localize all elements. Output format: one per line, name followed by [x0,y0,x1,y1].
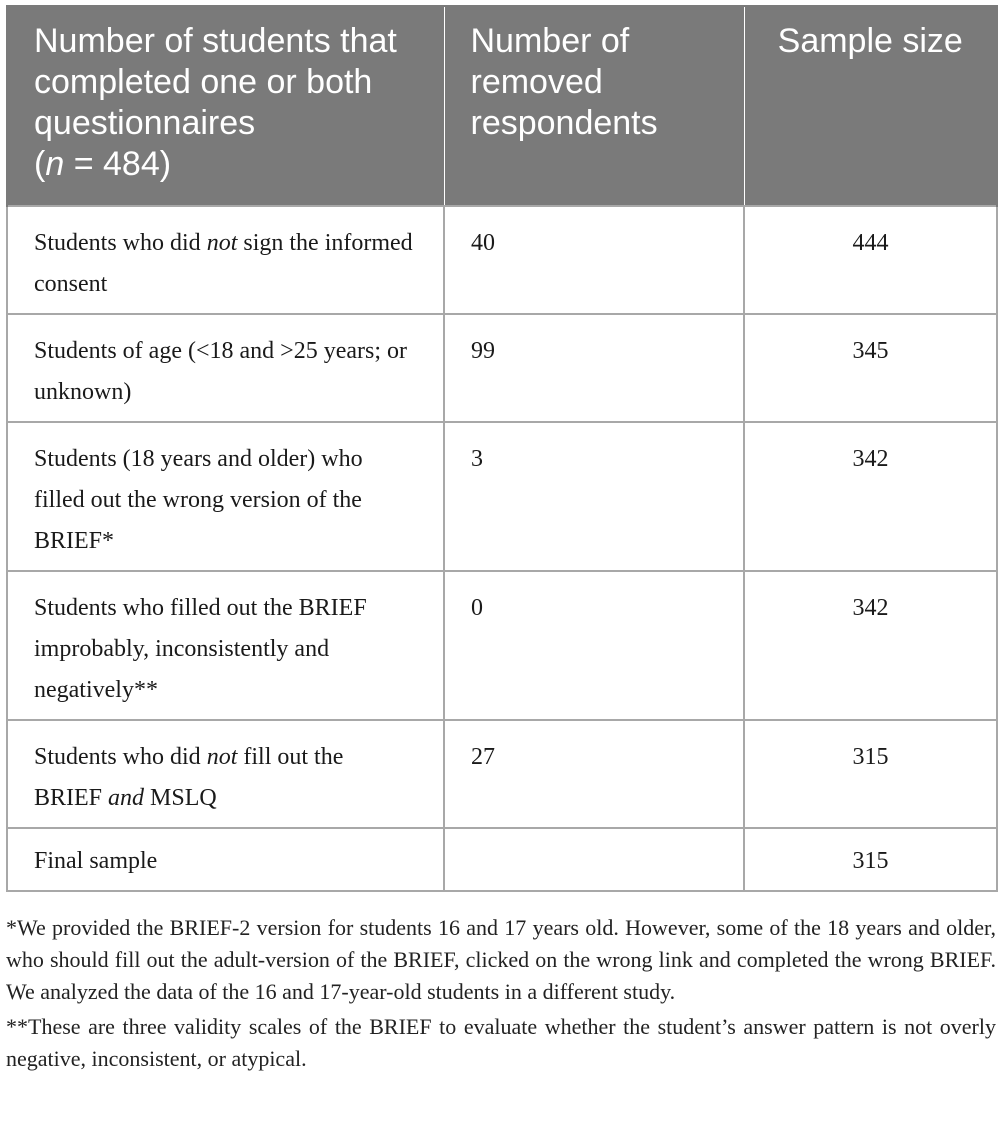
removed-count: 27 [444,720,744,828]
row-label [7,314,444,422]
removed-count: 0 [444,571,744,720]
row-label-text: MSLQ [144,785,217,811]
sample-size-value: 342 [744,571,997,720]
sample-size-value: 444 [744,206,997,314]
row-label-text: Students who did [34,230,207,256]
table-row [7,422,997,571]
header-n-symbol: n [45,145,65,183]
sample-size-value: 315 [744,720,997,828]
removed-count: 40 [444,206,744,314]
row-label [7,828,444,891]
row-label [7,720,444,828]
header-n-open: ( [34,145,46,183]
row-label-text: Students of age (<18 and >25 years; or unknown) [34,338,407,405]
removed-count [444,828,744,891]
sample-size-value: 342 [744,422,997,571]
row-label-text: Final sample [34,848,158,874]
row-label-emphasis: and [108,785,145,811]
row-label-emphasis: not [206,744,238,770]
row-label-text: fill out the BRIEF [34,744,344,811]
header-students-completed-text: Number of students that completed one or both questionnaires [34,22,397,142]
table-body [7,206,997,891]
table-row [7,314,997,422]
row-label-text: Students who did [34,744,207,770]
row-label-text: Students who filled out the BRIEF improbably, inconsistently and negatively** [34,595,367,703]
footnote-brief-version: *We provided the BRIEF-2 version for students 16 and 17 years old. However, some of the 18 years and older, who should fill out the adult-version of the BRIEF, clicked on the wrong link and completed the wrong BRIEF. We analyzed the data of the 16 and 17-year-old students in a different study. [6,915,996,1004]
row-label-text: sign the informed consent [34,230,413,297]
table-row [7,206,997,314]
table-row [7,571,997,720]
row-label [7,206,444,314]
sample-size-value: 315 [744,828,997,891]
header-row [7,6,997,206]
sample-table-container [6,5,996,892]
row-label [7,571,444,720]
removed-count: 3 [444,422,744,571]
header-sample-size: Sample size [744,6,997,206]
footnote-validity-scales: **These are three validity scales of the BRIEF to evaluate whether the student’s answer pattern is not overly negative, inconsistent, or atypical. [6,1014,996,1071]
header-removed-respondents: Number of removed respondents [444,6,744,206]
sample-size-value: 345 [744,314,997,422]
header-students-completed [7,6,444,206]
table-footnotes [6,912,996,1078]
row-label-text: Students (18 years and older) who filled out the wrong version of the BRIEF* [34,446,363,554]
row-label-emphasis: not [206,230,238,256]
removed-count: 99 [444,314,744,422]
header-n-value: = 484) [64,145,172,183]
table-header [7,6,997,206]
table-row-final [7,828,997,891]
sample-table [6,5,998,892]
table-row [7,720,997,828]
row-label [7,422,444,571]
